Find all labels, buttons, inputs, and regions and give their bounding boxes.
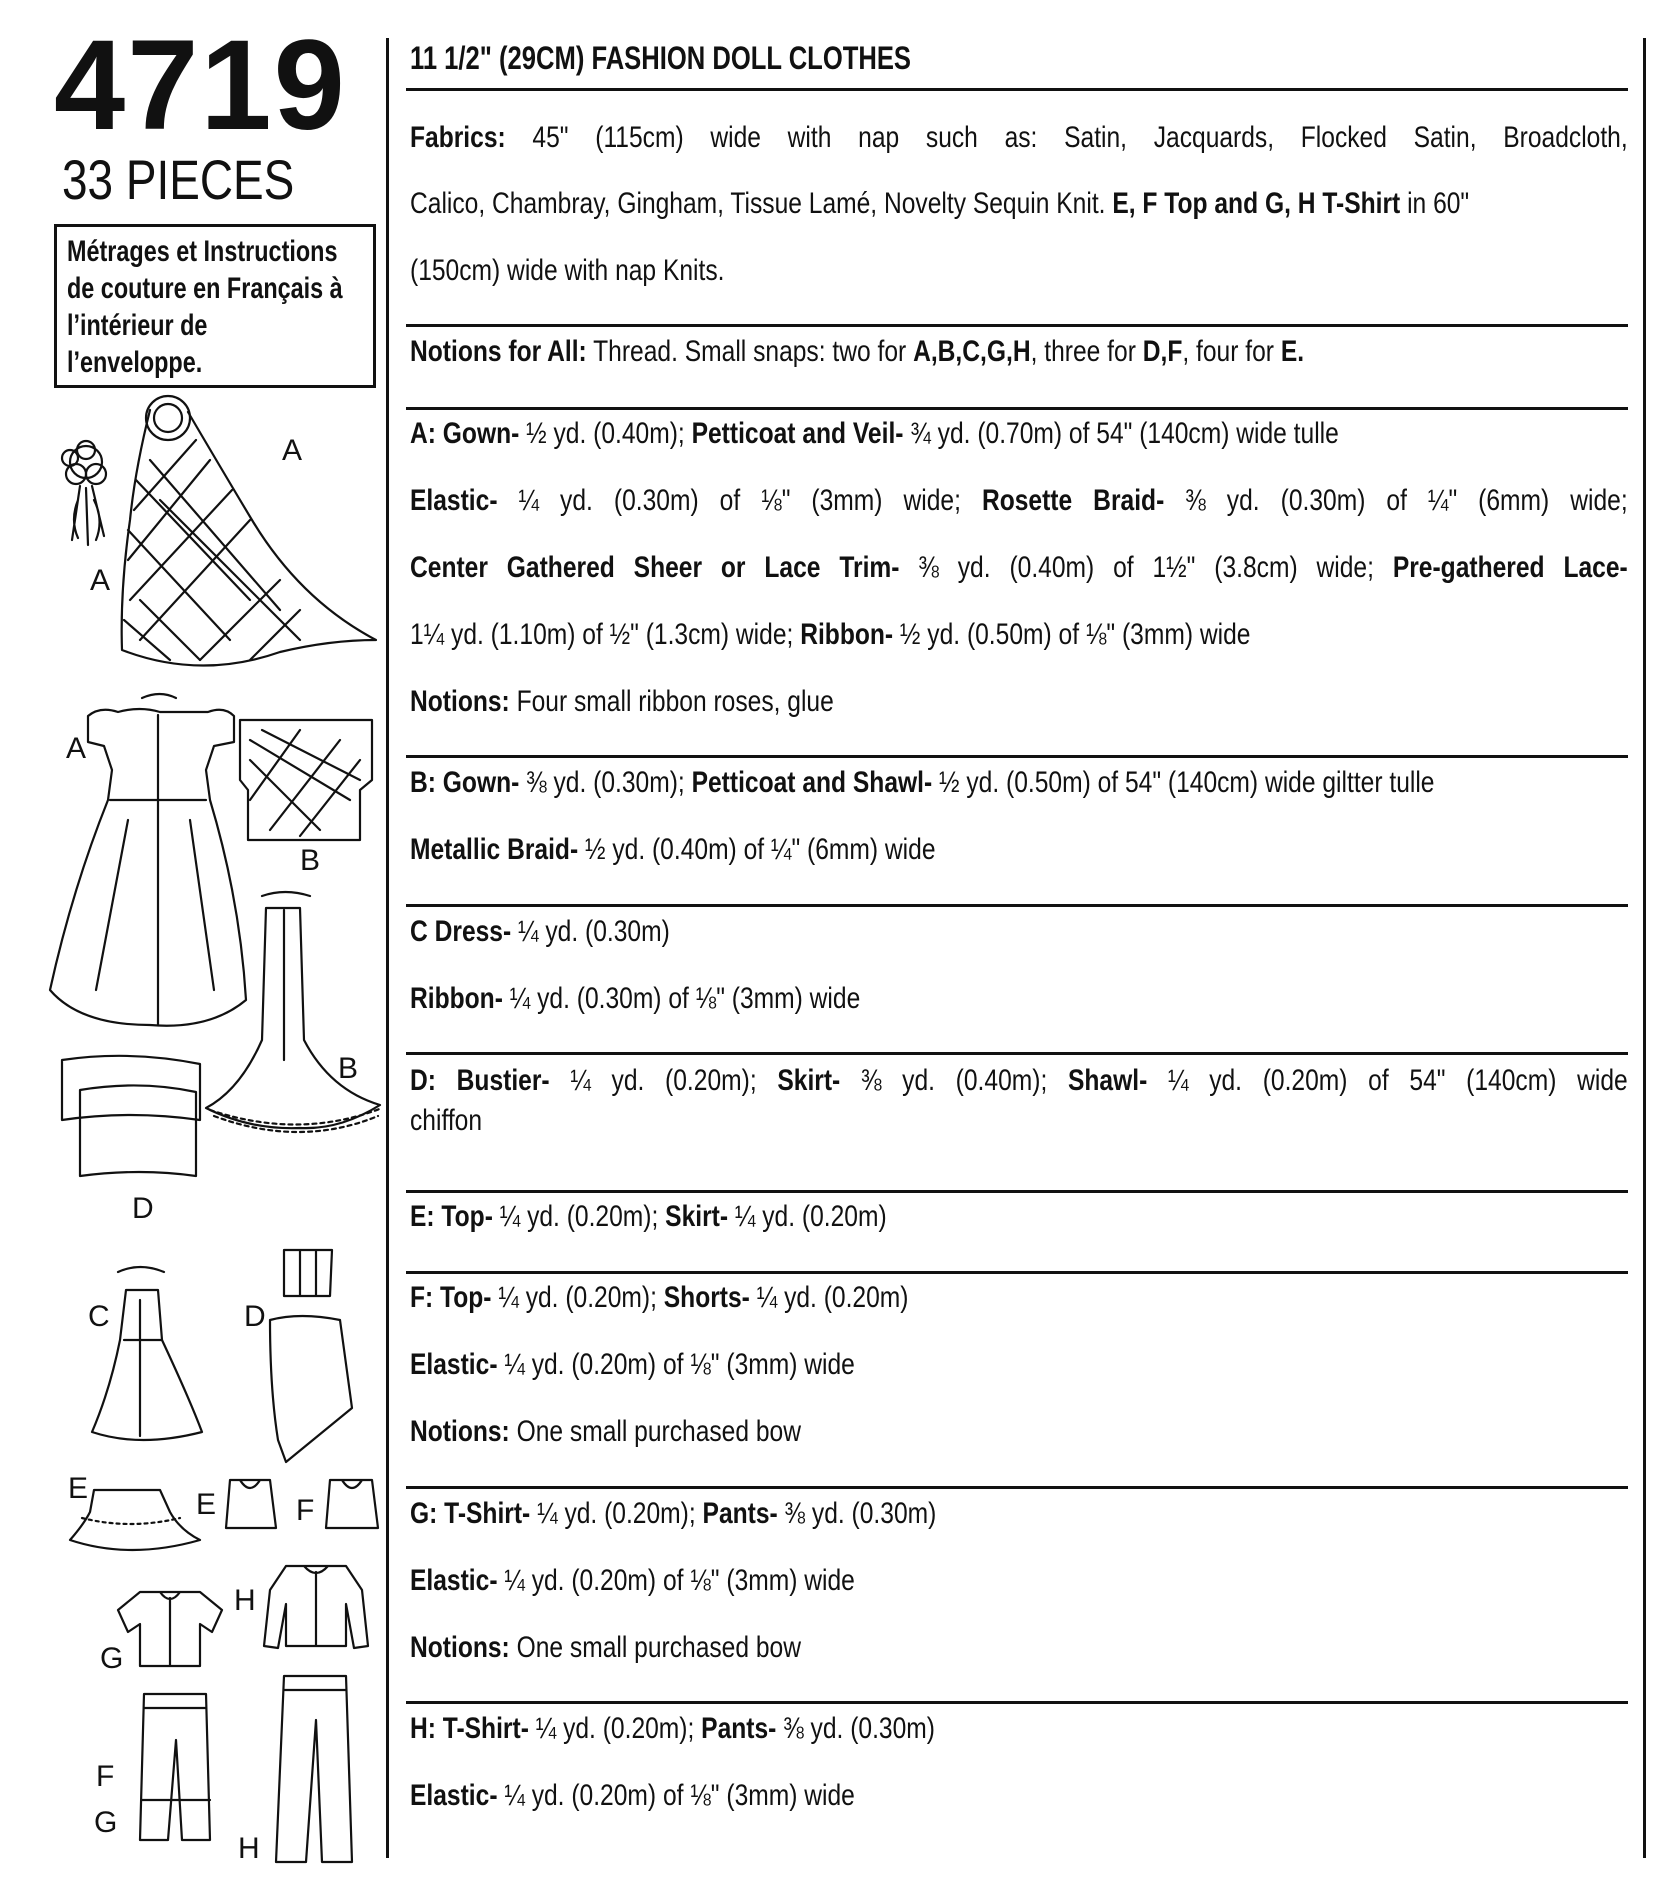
item-label: Pants- <box>702 1497 778 1530</box>
item-label: Notions: <box>410 685 510 718</box>
notions-text: , four for <box>1182 335 1274 368</box>
figure-label: D <box>132 1192 154 1225</box>
item-label: Notions: <box>410 1631 510 1664</box>
notions-views: D,F <box>1142 335 1183 368</box>
figure-label: B <box>300 844 321 877</box>
item-label: B: Gown- <box>410 766 520 799</box>
figure-label: H <box>238 1832 260 1865</box>
section-rule <box>406 1486 1628 1489</box>
pieces-count: 33 PIECES <box>62 148 295 211</box>
item-label: E: Top- <box>410 1200 493 1233</box>
item-label: Ribbon- <box>410 982 503 1015</box>
dress-c-drawing <box>92 1267 202 1440</box>
item-text: chiffon <box>410 1104 483 1137</box>
item-text: One small purchased bow <box>516 1415 802 1448</box>
item-text: ¼ yd. (0.20m); <box>537 1497 696 1530</box>
item-text: Four small ribbon roses, glue <box>516 685 834 718</box>
item-text: ⅜ yd. (0.30m) <box>783 1712 935 1745</box>
item-text: ⅜ yd. (0.40m) of 1½" (3.8cm) wide; <box>918 551 1374 584</box>
item-label: Elastic- <box>410 1348 498 1381</box>
item-label: G: T-Shirt- <box>410 1497 531 1530</box>
wrap-d-drawing <box>62 1056 200 1176</box>
item-text: ⅜ yd. (0.30m) <box>784 1497 937 1530</box>
figure-label: G <box>100 1642 124 1675</box>
fabrics-knit-views: E, F Top and G, H T-Shirt <box>1112 187 1401 220</box>
view-a-line-3 <box>410 548 1628 588</box>
item-label: Notions: <box>410 1415 510 1448</box>
item-text: ½ yd. (0.50m) of ⅛" (3mm) wide <box>899 618 1251 651</box>
notions-all-label: Notions for All: <box>410 335 587 368</box>
item-label: Skirt- <box>665 1200 729 1233</box>
view-a-line-4 <box>410 615 1250 655</box>
item-text: ¼ yd. (0.20m); <box>535 1712 695 1745</box>
item-text: ¼ yd. (0.20m); <box>499 1200 659 1233</box>
view-f-line-1 <box>410 1278 908 1318</box>
item-label: Pants- <box>701 1712 777 1745</box>
tshirt-h-drawing <box>264 1566 368 1648</box>
figure-label: H <box>234 1584 256 1617</box>
figure-label: E <box>68 1472 89 1505</box>
top-e-drawing <box>226 1480 276 1528</box>
item-label: Shawl- <box>1067 1064 1148 1097</box>
fabrics-text: in 60" <box>1407 187 1470 220</box>
french-instructions-note <box>54 224 376 388</box>
section-rule <box>406 324 1628 327</box>
item-label: Shorts- <box>663 1281 750 1314</box>
item-label: Petticoat and Veil- <box>691 417 904 450</box>
french-note-line: l’intérieur de <box>67 309 208 342</box>
fabrics-text: (150cm) wide with nap Knits. <box>410 254 725 287</box>
figure-label: F <box>96 1760 115 1793</box>
item-text: ¼ yd. (0.20m); <box>498 1281 657 1314</box>
item-label: Center Gathered Sheer or Lace Trim- <box>410 551 900 584</box>
notions-views: E. <box>1280 335 1305 368</box>
pants-fg-drawing <box>140 1694 210 1840</box>
view-g-line-1 <box>410 1494 936 1534</box>
item-text: ¼ yd. (0.20m) of ⅛" (3mm) wide <box>504 1348 855 1381</box>
fabrics-line-3 <box>410 251 724 291</box>
section-rule <box>406 407 1628 410</box>
item-text: ¾ yd. (0.70m) of 54" (140cm) wide tulle <box>910 417 1339 450</box>
tshirt-g-drawing <box>118 1592 222 1666</box>
right-border <box>1643 38 1646 1858</box>
shawl-b-drawing <box>240 720 372 840</box>
item-text: 1¼ yd. (1.10m) of ½" (1.3cm) wide; <box>410 618 794 651</box>
fabrics-text: Calico, Chambray, Gingham, Tissue Lamé, Novelty Sequin Knit. <box>410 187 1106 220</box>
notions-text: , three for <box>1030 335 1136 368</box>
figure-label: B <box>338 1052 359 1085</box>
bouquet-drawing <box>62 441 106 545</box>
item-text: ⅜ yd. (0.40m); <box>860 1064 1048 1097</box>
fabrics-line-1 <box>410 118 1628 158</box>
section-rule <box>406 755 1628 758</box>
fabrics-line-2 <box>410 184 1469 224</box>
view-d-line-2 <box>410 1101 482 1141</box>
figure-label: A <box>90 564 111 597</box>
view-b-line-1 <box>410 763 1434 803</box>
top-f-drawing <box>326 1480 378 1528</box>
view-a-line-5 <box>410 682 834 722</box>
view-c-line-2 <box>410 979 860 1019</box>
fabrics-text: 45" (115cm) wide with nap such as: Satin, Jacquards, Flocked Satin, Broadcloth, <box>532 121 1628 154</box>
section-rule <box>406 904 1628 907</box>
document-title: 11 1/2" (29CM) FASHION DOLL CLOTHES <box>410 40 911 76</box>
item-label: Ribbon- <box>800 618 894 651</box>
item-label: H: T-Shirt- <box>410 1712 529 1745</box>
item-text: ½ yd. (0.40m); <box>526 417 685 450</box>
item-text: ⅜ yd. (0.30m) of ¼" (6mm) wide; <box>1185 484 1628 517</box>
section-rule <box>406 1190 1628 1193</box>
fabrics-label: Fabrics: <box>410 121 506 154</box>
figure-label: F <box>296 1494 315 1527</box>
view-h-line-2 <box>410 1776 855 1816</box>
item-text: ¼ yd. (0.20m); <box>570 1064 757 1097</box>
figure-label: A <box>282 434 303 467</box>
notions-views: A,B,C,G,H <box>913 335 1031 368</box>
gown-b-drawing <box>206 892 382 1132</box>
view-h-line-1 <box>410 1709 935 1749</box>
item-text: ¼ yd. (0.20m) <box>756 1281 909 1314</box>
item-text: ⅜ yd. (0.30m); <box>526 766 685 799</box>
bustier-skirt-d-drawing <box>270 1250 352 1462</box>
column-divider <box>386 38 389 1858</box>
item-text: ¼ yd. (0.20m) of ⅛" (3mm) wide <box>504 1564 855 1597</box>
left-column <box>0 0 390 1896</box>
item-label: Rosette Braid- <box>981 484 1165 517</box>
section-rule <box>406 88 1628 91</box>
item-text: ¼ yd. (0.20m) of 54" (140cm) wide <box>1167 1064 1628 1097</box>
garment-illustrations <box>0 390 390 1870</box>
view-a-line-2 <box>410 481 1628 521</box>
view-g-line-2 <box>410 1561 855 1601</box>
view-f-line-2 <box>410 1345 855 1385</box>
item-label: Petticoat and Shawl- <box>691 766 933 799</box>
view-g-line-3 <box>410 1628 801 1668</box>
item-label: Elastic- <box>410 1564 498 1597</box>
item-text: ¼ yd. (0.20m) of ⅛" (3mm) wide <box>504 1779 855 1812</box>
french-note-line: l’enveloppe. <box>67 346 203 379</box>
view-e-line-1 <box>410 1197 887 1237</box>
item-label: C Dress- <box>410 915 512 948</box>
view-d-line-1 <box>410 1061 1628 1101</box>
item-label: D: Bustier- <box>410 1064 550 1097</box>
item-text: ¼ yd. (0.30m) of ⅛" (3mm) wide <box>509 982 861 1015</box>
figure-label: A <box>66 732 87 765</box>
item-text: ½ yd. (0.40m) of ¼" (6mm) wide <box>584 833 936 866</box>
item-label: Elastic- <box>410 484 498 517</box>
figure-label: C <box>88 1300 110 1333</box>
item-label: Skirt- <box>777 1064 841 1097</box>
item-text: One small purchased bow <box>516 1631 802 1664</box>
french-note-line: Métrages et Instructions <box>67 235 338 268</box>
skirt-e-drawing <box>70 1490 200 1550</box>
pants-h-drawing <box>276 1676 352 1862</box>
item-label: Elastic- <box>410 1779 498 1812</box>
view-a-line-1 <box>410 414 1339 454</box>
french-note-line: de couture en Français à <box>67 272 343 305</box>
item-label: A: Gown- <box>410 417 520 450</box>
item-label: Pre-gathered Lace- <box>1392 551 1628 584</box>
view-b-line-2 <box>410 830 936 870</box>
item-text: ¼ yd. (0.20m) <box>734 1200 887 1233</box>
notions-all-line <box>410 332 1304 372</box>
item-text: ½ yd. (0.50m) of 54" (140cm) wide giltter tulle <box>939 766 1435 799</box>
view-c-line-1 <box>410 912 670 952</box>
section-rule <box>406 1701 1628 1704</box>
item-text: ¼ yd. (0.30m) of ⅛" (3mm) wide; <box>518 484 961 517</box>
item-label: F: Top- <box>410 1281 492 1314</box>
figure-label: D <box>244 1300 266 1333</box>
view-f-line-3 <box>410 1412 801 1452</box>
pattern-number: 4719 <box>54 14 347 157</box>
item-text: ¼ yd. (0.30m) <box>518 915 670 948</box>
notions-text: Thread. Small snaps: two for <box>593 335 907 368</box>
veil-drawing <box>122 396 376 666</box>
section-rule <box>406 1271 1628 1274</box>
item-label: Metallic Braid- <box>410 833 579 866</box>
figure-label: G <box>94 1806 118 1839</box>
figure-label: E <box>196 1488 217 1521</box>
section-rule <box>406 1052 1628 1055</box>
